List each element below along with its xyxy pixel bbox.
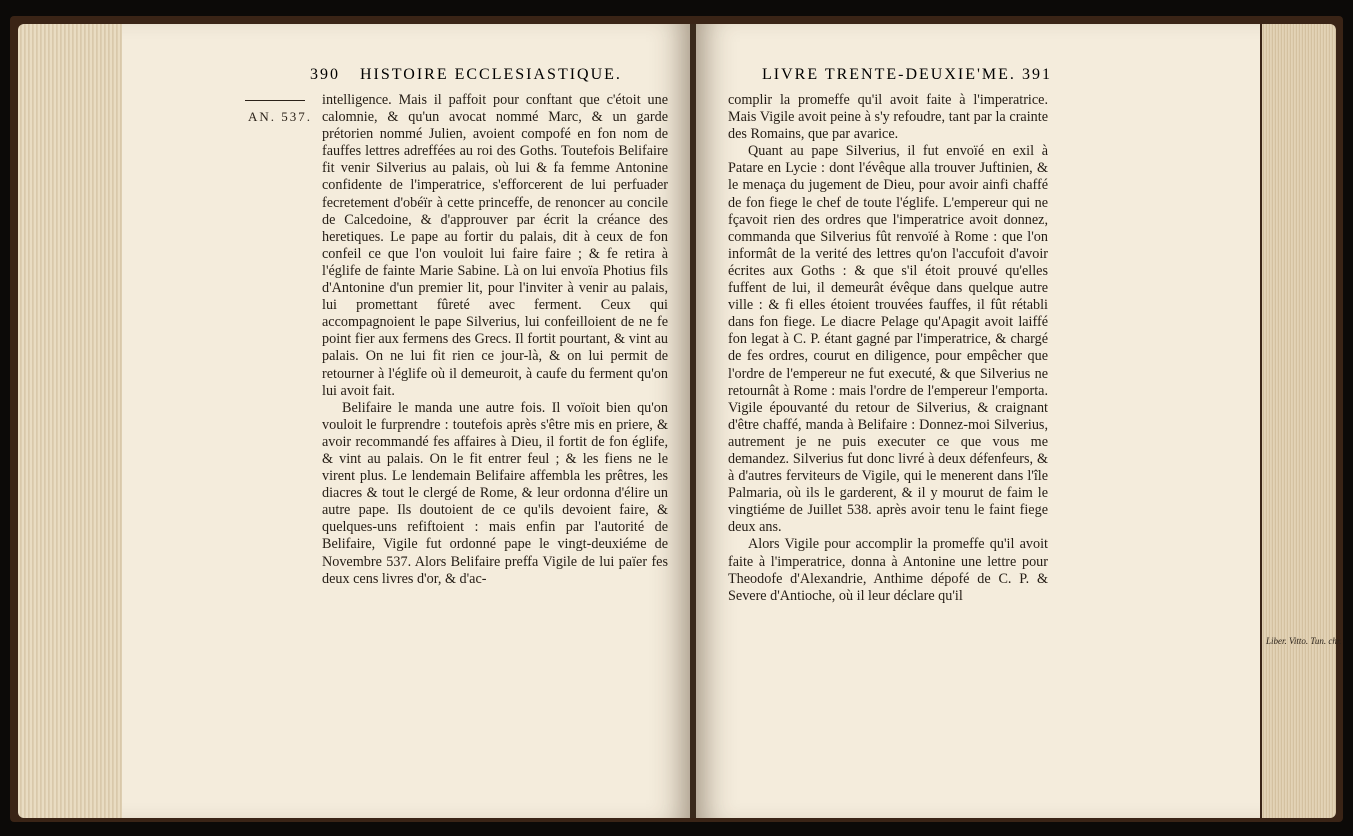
right-paragraph-2: Quant au pape Silverius, il fut envoïé en exil à Patare en Lycie : dont l'évêque alla trouver Juftinien, & le menaça du jugement de Dieu, pour avoir ainfi chaffé de fon fiege le chef de toute l'églife. L'empereur qui ne fçavoit rien des ordres que l'imperatrice avoit donnez, commanda que Silverius fût renvoïé à Rome : que l'on informât de la verité des lettres qu'on l'accufoit d'avoir écrites aux Goths : & que s'il étoit prouvé qu'elles fuffent de lui, il demeurât évêque dans quelque autre ville : & fi elles étoient trouvées fauffes, il fût rétabli dans fon fiege. Le diacre Pelage qu'Apagit avoit laiffé fon legat à C. P. étant gagné par l'imperatrice, & chargé de fes ordres, courut en diligence, pour empêcher que l'ordre de l'empereur ne fut executé, & que Silverius ne retournât à Rome : mais l'ordre de l'empereur l'emporta. Vigile épouvanté du retour de Silverius, & craignant d'être chaffé, manda à Belifaire : Donnez-moi Silverius, autrement je ne puis executer ce que vous me demandez. Silverius fut donc livré à deux défenfeurs, & à d'autres ferviteurs de Vigile, qui le menerent dans l'île Palmaria, où ils le garderent, & il y mourut de faim le vingtiéme de Juillet 538. après avoir tenu le faint fiege deux ans. <box>728 143 1048 536</box>
left-paragraph-1: intelligence. Mais il paffoit pour conftant que c'étoit une calomnie, & qu'un avocat nommé Marc, & un garde prétorien nommé Julien, avoient compofé en fon nom de fauffes lettres adreffées au roi des Goths. Toutefois Belifaire fit venir Silverius au palais, où lui & fa femme Antonine confidente de l'imperatrice, s'efforcerent de lui perfuader fecretement d'obéïr à cette princeffe, de renoncer au concile de Calcedoine, & d'approuver par écrit la créance des heretiques. Le pape au fortir du palais, dit à ceux de fon confeil ce que l'on vouloit lui faire faire ; & fe retira à l'églife de fainte Marie Sabine. Là on lui envoïa Photius fils d'Antonine d'un premier lit, pour l'inviter à venir au palais, lui promettant fûreté avec ferment. Ceux qui accompagnoient le pape Silverius, lui confeilloient de ne fe point fier aux fermens des Grecs. Il fortit pourtant, & vint au palais. On ne lui fit rien ce jour-là, & on lui permit de retourner à l'églife où il demeuroit, à caufe du ferment qu'on lui avoit fait. <box>322 92 668 399</box>
right-paragraph-1: complir la promeffe qu'il avoit faite à l'imperatrice. Mais Vigile avoit peine à s'y refoudre, tant par la crainte des Romains, que par avarice. <box>728 92 1048 143</box>
left-page-text <box>322 92 668 588</box>
left-paragraph-2: Belifaire le manda une autre fois. Il voïoit bien qu'on vouloit le furprendre : toutefois après s'être mis en priere, & avoir recommandé fes affaires à Dieu, il fortit de fon églife, & vint au palais. On le fit entrer feul ; & les fiens ne le virent plus. Le lendemain Belifaire affembla les prêtres, les diacres & tout le clergé de Rome, & leur ordonna d'élire un autre pape. Ils doutoient de ce qu'ils devoient faire, & quelques-uns refiftoient : mais enfin par l'autorité de Belifaire, Vigile fut ordonné pape le vingt-deuxiéme de Novembre 537. Alors Belifaire preffa Vigile de lui païer fes deux cens livres d'or, & d'ac- <box>322 399 668 587</box>
left-running-title: HISTOIRE ECCLESIASTIQUE. <box>360 66 622 83</box>
right-running-title: LIVRE TRENTE-DEUXIE'ME. <box>762 66 1016 83</box>
right-paragraph-3: Alors Vigile pour accomplir la promeffe qu'il avoit faite à l'imperatrice, donna à Antonine une lettre pour Theodofe d'Alexandrie, Anthime dépofé de C. P. & Severe d'Antioche, où il leur déclare qu'il <box>728 536 1048 604</box>
header-rule <box>245 100 305 101</box>
left-page-edges <box>18 24 130 818</box>
margin-reference-note: Liber. Vitto. Tun. chr. <box>1266 636 1342 646</box>
left-page-number: 390 <box>310 66 340 83</box>
right-running-head <box>762 66 1052 90</box>
right-page-text <box>728 92 1048 605</box>
right-page-number: 391 <box>1022 66 1052 83</box>
left-running-head <box>310 66 690 90</box>
margin-year-note: AN. 537. <box>248 109 313 124</box>
book-gutter <box>690 24 696 818</box>
right-page-edges <box>1262 24 1336 818</box>
